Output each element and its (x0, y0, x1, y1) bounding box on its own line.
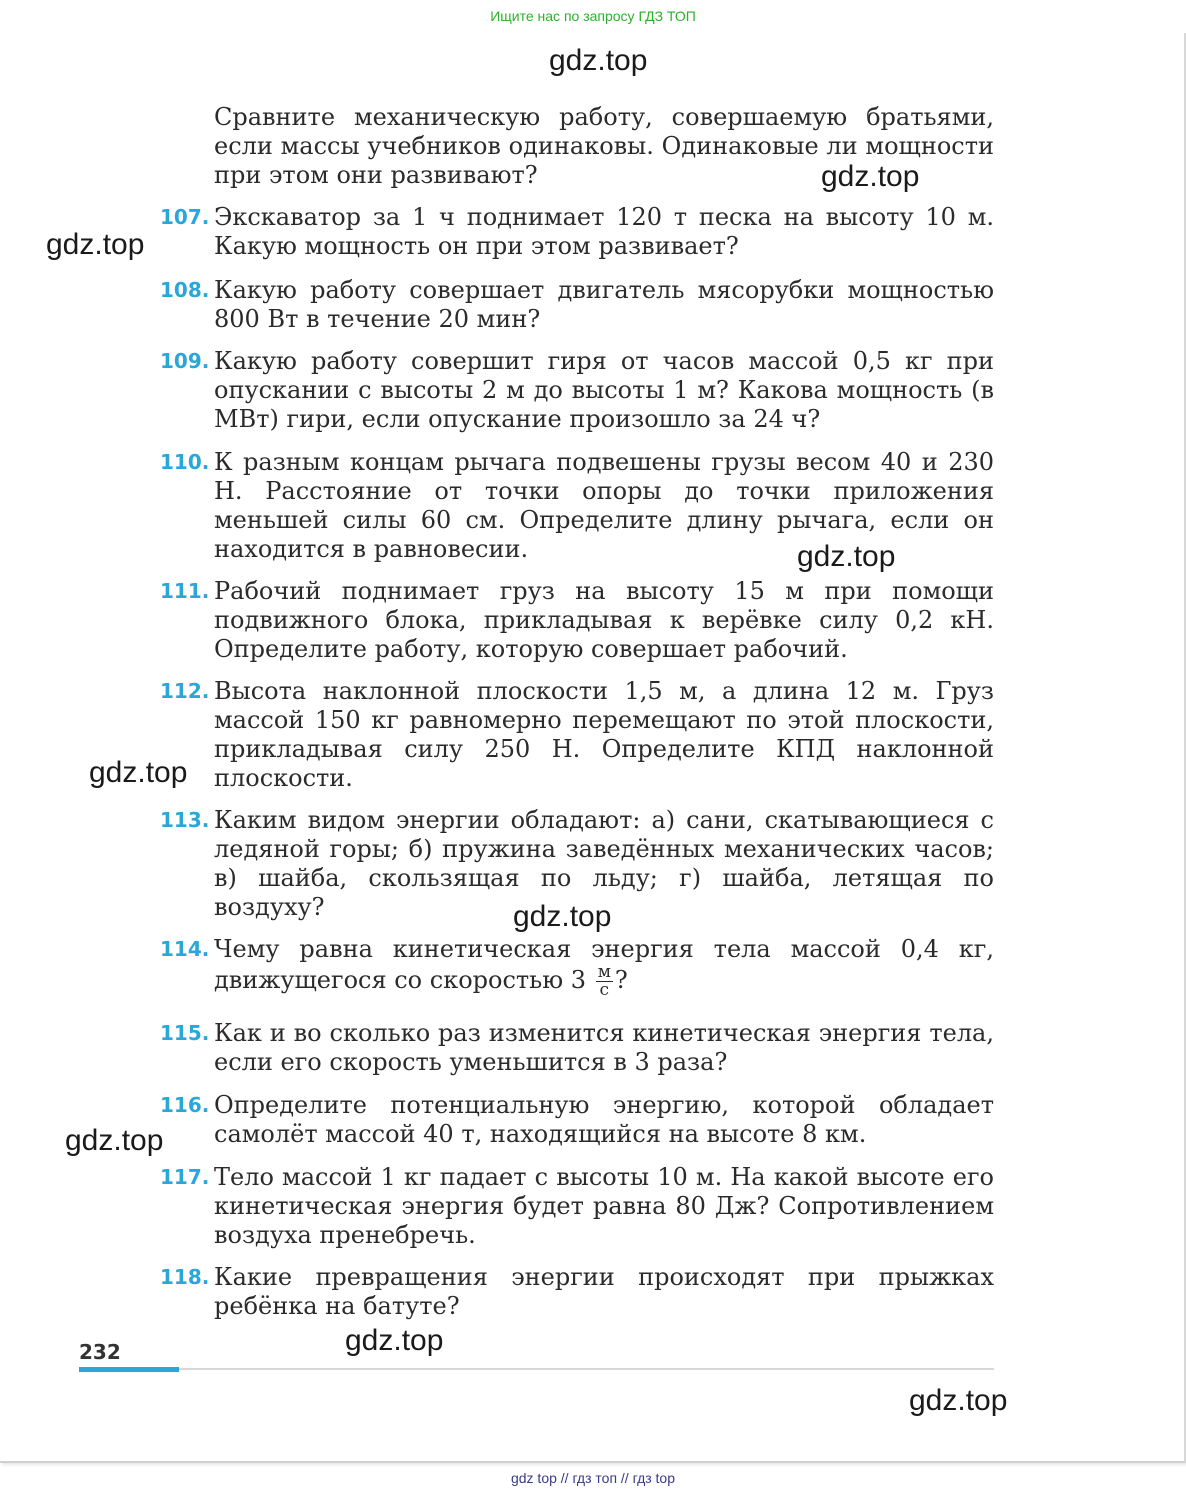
problem-text: К разным концам рычага подвешены грузы весом 40 и 230 Н. Расстояние от точки опоры до точки приложения меньшей силы 60 см. Определите длину рычага, если он находится в равновесии. (214, 448, 994, 563)
problem-114 (160, 935, 994, 999)
problem-115 (160, 1019, 994, 1077)
problem-number: 113. (160, 808, 210, 832)
watermark: gdz.top (797, 540, 896, 573)
problem-text: Каким видом энергии обладают: а) сани, скатывающиеся с ледяной горы; б) пружина заведённых механических часов; в) шайба, скользящая по льду; г) шайба, летящая по воздуху? (214, 806, 994, 921)
problem-number: 109. (160, 349, 210, 373)
page-footer-rule (79, 1368, 994, 1370)
watermark: gdz.top (909, 1384, 1008, 1417)
fraction-numerator: м (597, 962, 611, 982)
problem-111 (160, 577, 994, 664)
problem-112 (160, 677, 994, 793)
problem-number: 108. (160, 278, 210, 302)
bottom-footer-links[interactable]: gdz top // гдз топ // гдз top (510, 1470, 676, 1486)
page-number: 232 (79, 1340, 121, 1364)
problem-text: Тело массой 1 кг падает с высоты 10 м. На какой высоте его кинетическая энергия будет равна 80 Дж? Сопротивлением воздуха пренебречь. (214, 1163, 994, 1249)
problem-text: Какую работу совершает двигатель мясорубки мощностью 800 Вт в течение 20 мин? (214, 276, 994, 333)
problem-118 (160, 1263, 994, 1321)
problem-text: Какие превращения энергии происходят при прыжках ребёнка на батуте? (214, 1263, 994, 1320)
velocity-unit-fraction (596, 964, 613, 999)
page-footer-accent (79, 1367, 179, 1372)
watermark: gdz.top (513, 900, 612, 933)
problem-number: 117. (160, 1165, 210, 1189)
intro-paragraph: Сравните механическую работу, совершаемую братьями, если массы учебников одинаковы. Одинаковые ли мощности при этом они развивают? (214, 103, 994, 189)
problem-113 (160, 806, 994, 922)
watermark: gdz.top (89, 756, 188, 789)
problem-text: Экскаватор за 1 ч поднимает 120 т песка на высоту 10 м. Какую мощность он при этом развивает? (214, 203, 994, 260)
problem-number: 112. (160, 679, 210, 703)
problem-number: 111. (160, 579, 210, 603)
problem-number: 115. (160, 1021, 210, 1045)
watermark: gdz.top (821, 160, 920, 193)
problem-text: Рабочий поднимает груз на высоту 15 м при помощи подвижного блока, прикладывая к верёвке силу 0,2 кН. Определите работу, которую совершает рабочий. (214, 577, 994, 663)
top-banner[interactable]: Ищите нас по запросу ГДЗ ТОП (490, 8, 696, 24)
problem-text: Высота наклонной плоскости 1,5 м, а длина 12 м. Груз массой 150 кг равномерно перемещают по этой плоскости, прикладывая силу 250 Н. Определите КПД наклонной плоскости. (214, 677, 994, 792)
problem-117 (160, 1163, 994, 1250)
problem-number: 116. (160, 1093, 210, 1117)
problem-number: 110. (160, 450, 210, 474)
problem-number: 118. (160, 1265, 210, 1289)
problem-text: Как и во сколько раз изменится кинетическая энергия тела, если его скорость уменьшится в 3 раза? (214, 1019, 994, 1076)
problem-text: Какую работу совершит гиря от часов массой 0,5 кг при опускании с высоты 2 м до высоты 1 м? Какова мощность (в МВт) гири, если опускание произошло за 24 ч? (214, 347, 994, 433)
watermark: gdz.top (46, 228, 145, 261)
problem-107 (160, 203, 994, 261)
problem-109 (160, 347, 994, 434)
problem-text (214, 935, 994, 999)
fraction-denominator: с (599, 980, 610, 1000)
problem-text-suffix: ? (614, 966, 628, 994)
problem-text-main: Чему равна кинетическая энергия тела массой 0,4 кг, движущегося со скоростью 3 (214, 935, 994, 994)
problem-text: Определите потенциальную энергию, которой обладает самолёт массой 40 т, находящийся на высоте 8 км. (214, 1091, 994, 1148)
problem-110 (160, 448, 994, 564)
problem-108 (160, 276, 994, 334)
watermark: gdz.top (65, 1124, 164, 1157)
watermark: gdz.top (549, 44, 648, 77)
watermark: gdz.top (345, 1324, 444, 1357)
problem-number: 107. (160, 205, 210, 229)
problem-116 (160, 1091, 994, 1149)
problem-number: 114. (160, 937, 210, 961)
